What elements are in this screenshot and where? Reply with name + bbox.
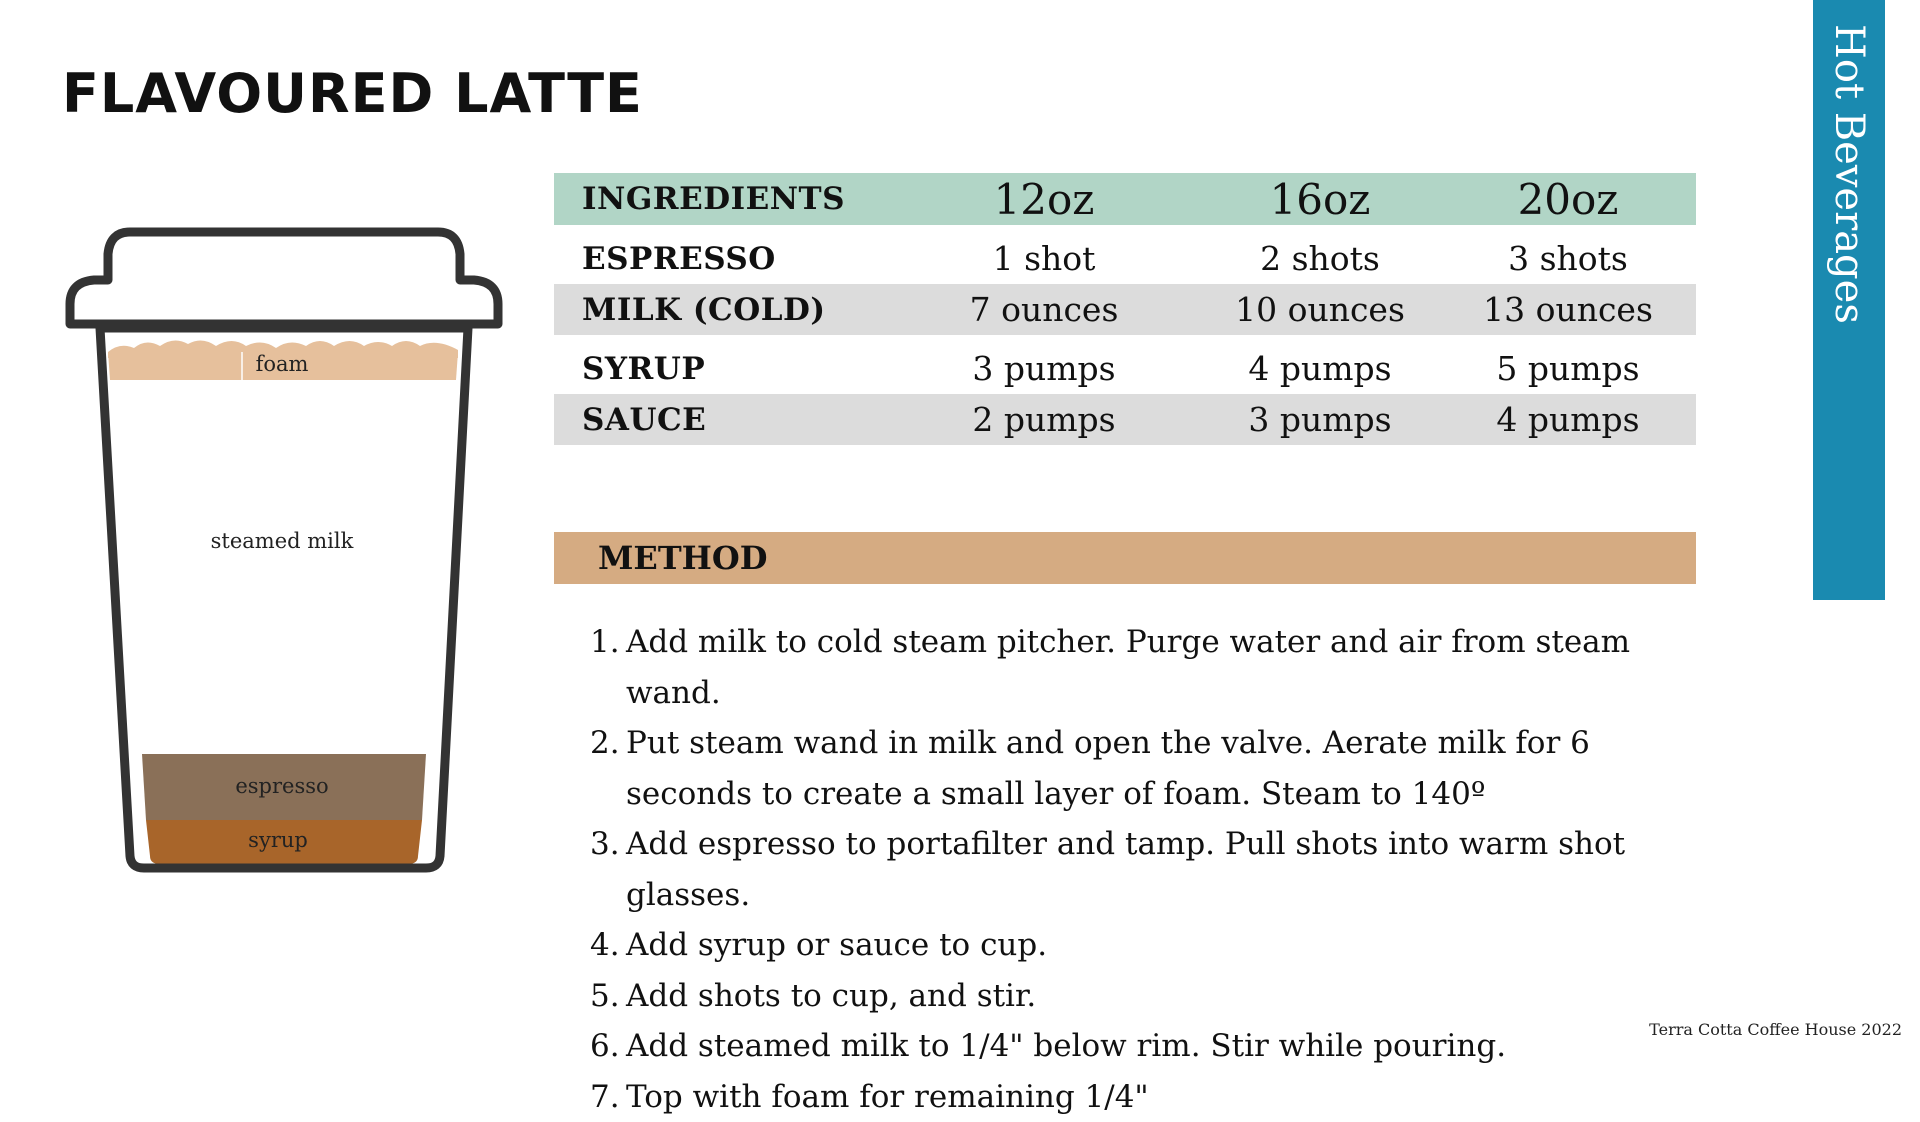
table-header-row xyxy=(554,173,1696,225)
method-steps xyxy=(590,617,1720,1122)
header-12oz: 12oz xyxy=(994,175,1095,224)
header-16oz: 16oz xyxy=(1270,175,1371,224)
list-item xyxy=(590,718,1720,819)
amount-16oz: 3 pumps xyxy=(1248,400,1391,439)
amount-20oz: 3 shots xyxy=(1508,239,1628,278)
step-number: 5. xyxy=(590,971,626,1022)
list-item xyxy=(590,819,1720,920)
ingredient-name: ESPRESSO xyxy=(582,241,776,277)
step-text: Add syrup or sauce to cup. xyxy=(626,920,1720,971)
cup-lid-rim xyxy=(68,320,500,328)
method-label: METHOD xyxy=(598,539,767,577)
ingredient-name: SAUCE xyxy=(582,402,706,438)
amount-16oz: 2 shots xyxy=(1260,239,1380,278)
list-item xyxy=(590,920,1720,971)
step-text: Add shots to cup, and stir. xyxy=(626,971,1720,1022)
step-number: 6. xyxy=(590,1021,626,1072)
amount-16oz: 4 pumps xyxy=(1248,349,1391,388)
step-text: Top with foam for remaining 1/4" xyxy=(626,1072,1720,1122)
method-header xyxy=(554,532,1696,584)
page-title: FLAVOURED LATTE xyxy=(62,62,643,125)
table-row xyxy=(554,394,1696,445)
category-tab xyxy=(1813,0,1885,600)
footer-credit: Terra Cotta Coffee House 2022 xyxy=(1649,1020,1902,1039)
table-row xyxy=(554,343,1696,394)
espresso-label: espresso xyxy=(235,774,328,798)
ingredients-table xyxy=(554,173,1696,445)
step-text: Add steamed milk to 1/4" below rim. Stir while pouring. xyxy=(626,1021,1720,1072)
table-row xyxy=(554,233,1696,284)
amount-12oz: 2 pumps xyxy=(972,400,1115,439)
step-text: Add espresso to portafilter and tamp. Pull shots into warm shot glasses. xyxy=(626,819,1720,920)
step-number: 4. xyxy=(590,920,626,971)
amount-20oz: 13 ounces xyxy=(1483,290,1653,329)
cup-illustration xyxy=(64,224,504,874)
step-number: 2. xyxy=(590,718,626,819)
amount-20oz: 4 pumps xyxy=(1496,400,1639,439)
amount-20oz: 5 pumps xyxy=(1496,349,1639,388)
cup-lid xyxy=(70,232,498,324)
amount-16oz: 10 ounces xyxy=(1235,290,1405,329)
foam-label: foam xyxy=(256,352,309,376)
table-row xyxy=(554,284,1696,335)
amount-12oz: 7 ounces xyxy=(970,290,1119,329)
step-number: 3. xyxy=(590,819,626,920)
syrup-label: syrup xyxy=(248,828,308,852)
header-ingredients: INGREDIENTS xyxy=(582,181,845,217)
amount-12oz: 1 shot xyxy=(993,239,1096,278)
amount-12oz: 3 pumps xyxy=(972,349,1115,388)
ingredient-name: MILK (COLD) xyxy=(582,292,826,328)
step-number: 1. xyxy=(590,617,626,718)
list-item xyxy=(590,1021,1720,1072)
step-text: Put steam wand in milk and open the valve. Aerate milk for 6 seconds to create a small layer of foam. Steam to 140º xyxy=(626,718,1720,819)
list-item xyxy=(590,1072,1720,1122)
category-tab-label: Hot Beverages xyxy=(1826,24,1872,324)
step-number: 7. xyxy=(590,1072,626,1122)
list-item xyxy=(590,617,1720,718)
step-text: Add milk to cold steam pitcher. Purge water and air from steam wand. xyxy=(626,617,1720,718)
ingredient-name: SYRUP xyxy=(582,351,705,387)
header-20oz: 20oz xyxy=(1518,175,1619,224)
list-item xyxy=(590,971,1720,1022)
steamed-milk-label: steamed milk xyxy=(211,529,354,553)
